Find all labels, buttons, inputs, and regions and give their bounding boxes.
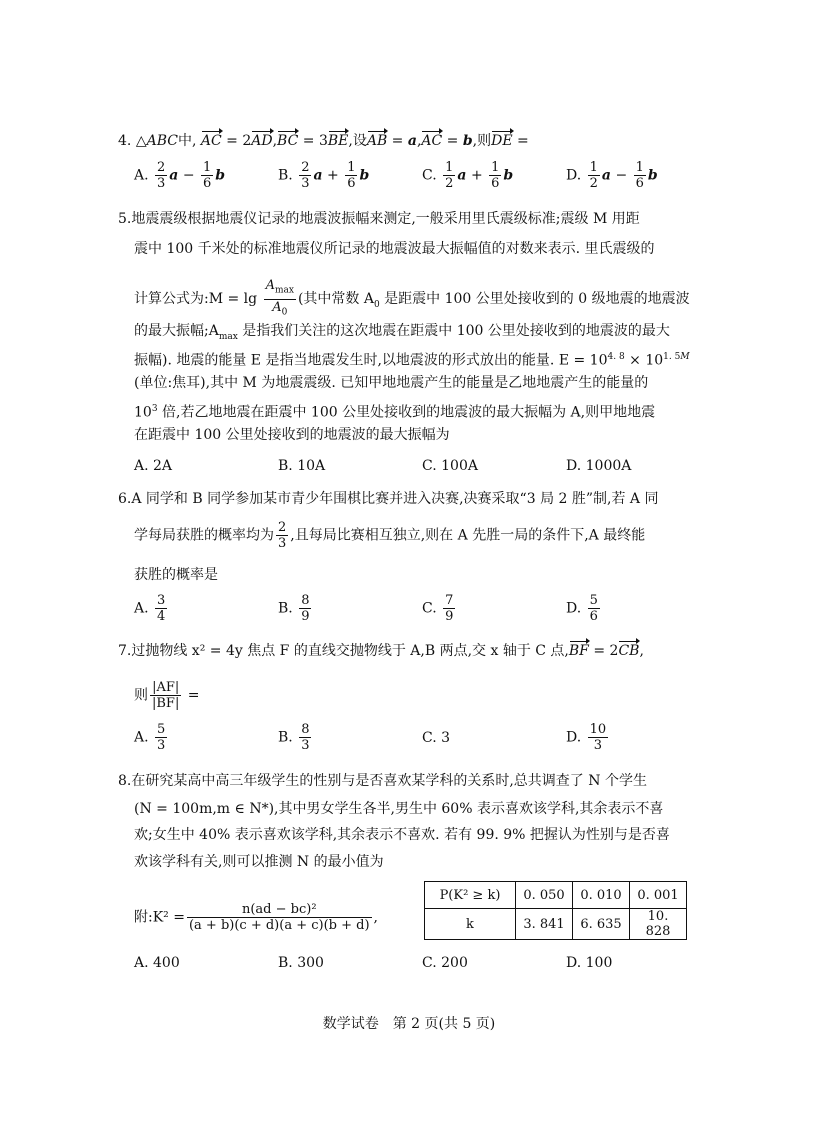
- q5-option-a[interactable]: A. 2A: [134, 458, 173, 474]
- q6-option-a[interactable]: A. $\frac{3}{4}$: [134, 593, 166, 624]
- q7-option-a[interactable]: A. $\frac{5}{3}$: [134, 722, 166, 753]
- q8-line-3: 欢;女生中 40% 表示喜欢该学科,其余表示不喜欢. 若有 99. 9% 把握认为性别与是否喜: [134, 827, 670, 843]
- q5-line-5: 振幅). 地震的能量 E 是指当地震发生时,以地震波的形式放出的能量. $E = 10^{4. 8} \times 10^{1. 5M}$: [134, 352, 690, 369]
- q5-option-d[interactable]: D. 1000A: [566, 458, 632, 474]
- q8-option-c[interactable]: C. 200: [422, 955, 468, 971]
- q6-line-2: 学每局获胜的概率均为 $\frac{2}{3}$ ,且每局比赛相互独立,则在 A 先胜一局的条件下,A 最终能: [134, 520, 646, 551]
- q7-option-d[interactable]: D. $\frac{10}{3}$: [566, 722, 607, 753]
- q8-line-4: 欢该学科有关,则可以推测 N 的最小值为: [134, 854, 384, 870]
- q8-option-b[interactable]: B. 300: [278, 955, 324, 971]
- q4-option-a[interactable]: A. $\frac{2}{3}$ a − $\frac{1}{6}$ b: [134, 160, 226, 191]
- critical-value-table: [424, 881, 687, 940]
- page-footer: 数学试卷 第 2 页(共 5 页): [322, 1016, 496, 1032]
- q5-line-7: $10^3$ 倍,若乙地地震在距震中 100 公里处接收到的地震波的最大振幅为 A,则甲地地震: [134, 404, 656, 421]
- table-row: P(K² ≥ k) 0. 050 0. 010 0. 001: [425, 882, 687, 909]
- q5-line-3: 计算公式为:M = lg $\frac{A_{max}}{A_0}$ (其中常数 $A_0$ 是距震中 100 公里处接收到的 0 级地震的地震波: [134, 278, 690, 318]
- q7-line-1: 7.过抛物线 x² = 4y 焦点 F 的直线交抛物线于 A,B 两点,交 x 轴于 C 点,BF = 2CB,: [118, 643, 644, 659]
- q6-option-c[interactable]: C. $\frac{7}{9}$: [422, 593, 454, 624]
- q5-line-8: 在距震中 100 公里处接收到的地震波的最大振幅为: [134, 427, 450, 443]
- q8-appendix-formula: 附:K² = $\frac{\text{n(ad − bc)²}}{(a + b)(c + d)(a + c)(b + d)}$ ,: [134, 902, 378, 933]
- q4-option-c[interactable]: C. $\frac{1}{2}$ a + $\frac{1}{6}$ b: [422, 160, 514, 191]
- q8-line-2: (N = 100m,m ∈ N*),其中男女学生各半,男生中 60% 表示喜欢该学科,其余表示不喜: [134, 801, 664, 817]
- q4-option-d[interactable]: D. $\frac{1}{2}$ a − $\frac{1}{6}$ b: [566, 160, 658, 191]
- q4-option-b[interactable]: B. $\frac{2}{3}$ a + $\frac{1}{6}$ b: [278, 160, 370, 191]
- q7-option-c[interactable]: C. 3: [422, 730, 451, 746]
- triangle-symbol: △: [135, 133, 147, 149]
- q6-line-1: 6.A 同学和 B 同学参加某市青少年围棋比赛并进入决赛,决赛采取“3 局 2 胜”制,若 A 同: [118, 491, 659, 507]
- table-row: k 3. 841 6. 635 10. 828: [425, 909, 687, 940]
- q5-line-1: 5.地震震级根据地震仪记录的地震波振幅来测定,一般采用里氏震级标准;震级 M 用距: [118, 211, 640, 227]
- q5-line-2: 震中 100 千米处的标准地震仪所记录的地震波最大振幅值的对数来表示. 里氏震级的: [134, 241, 655, 257]
- q7-line-2: 则 $\frac{|AF|}{|BF|}$ =: [134, 680, 200, 711]
- q8-option-a[interactable]: A. 400: [134, 955, 180, 971]
- q6-option-d[interactable]: D. $\frac{5}{6}$: [566, 593, 598, 624]
- q5-line-6: (单位:焦耳),其中 M 为地震震级. 已知甲地地震产生的能量是乙地地震产生的能量的: [134, 375, 649, 391]
- q8-option-d[interactable]: D. 100: [566, 955, 613, 971]
- q5-option-b[interactable]: B. 10A: [278, 458, 326, 474]
- q5-line-4: 的最大振幅$;A_{max}$ 是指我们关注的这次地震在距震中 100 公里处接收到的地震波的最大: [134, 323, 670, 342]
- q8-line-1: 8.在研究某高中高三年级学生的性别与是否喜欢某学科的关系时,总共调查了 N 个学生: [118, 773, 647, 789]
- q6-option-b[interactable]: B. $\frac{8}{9}$: [278, 593, 310, 624]
- q6-line-3: 获胜的概率是: [134, 567, 218, 583]
- q5-option-c[interactable]: C. 100A: [422, 458, 478, 474]
- q4-stem: 4. △ABC中, AC = 2AD,BC = 3BE,设AB = a,AC = b,则DE =: [118, 133, 529, 149]
- q7-option-b[interactable]: B. $\frac{8}{3}$: [278, 722, 310, 753]
